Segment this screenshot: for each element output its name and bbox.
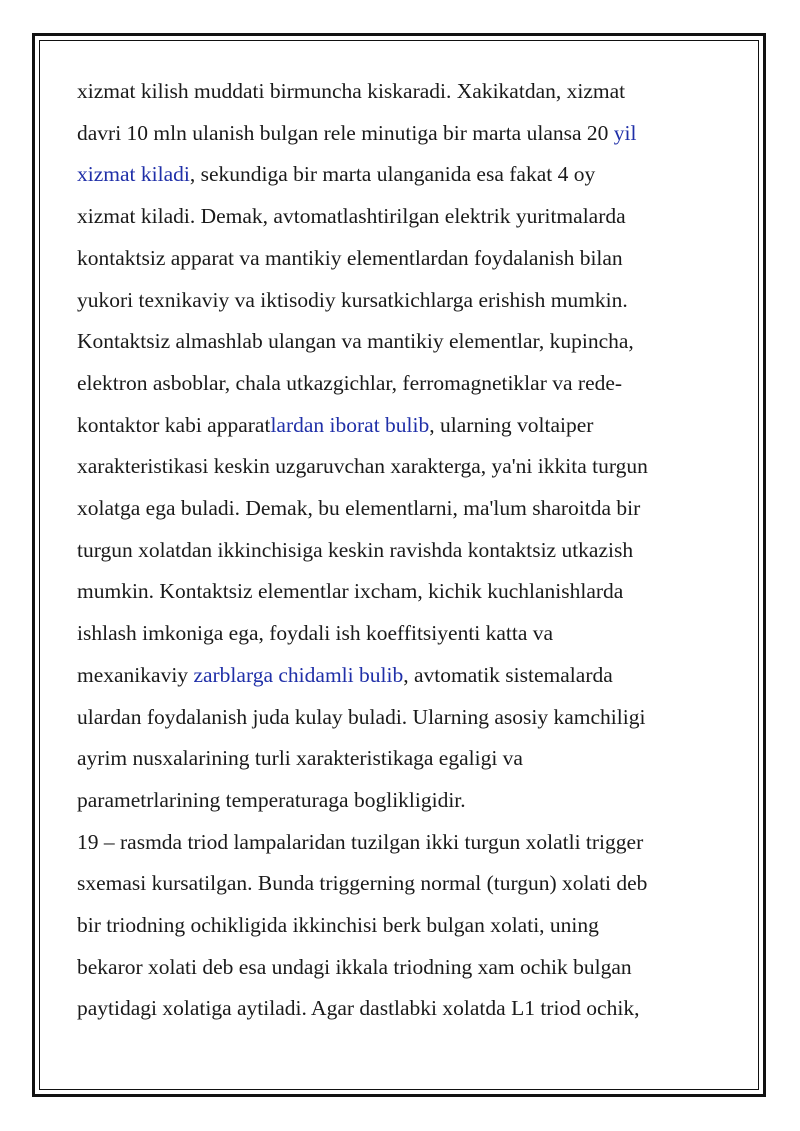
- line-text: Kontaktsiz almashlab ulangan va mantikiy elementlar, kupincha,: [77, 329, 634, 354]
- text-line: [77, 905, 727, 947]
- text-line: [77, 655, 727, 697]
- text-line: [77, 280, 727, 322]
- line-text: kontaktsiz apparat va mantikiy elementlardan foydalanish bilan: [77, 245, 623, 270]
- text-line: [77, 154, 727, 196]
- text-line: [77, 530, 727, 572]
- text-line: [77, 697, 727, 739]
- text-line: [77, 613, 727, 655]
- line-text: , sekundiga bir marta ulanganida esa fakat 4 oy: [189, 162, 596, 187]
- line-text: sxemasi kursatilgan. Bunda triggerning normal (turgun) xolati deb: [77, 871, 648, 896]
- line-text: mexanikaviy: [77, 662, 194, 687]
- highlighted-link[interactable]: zarblarga chidamli bulib: [193, 662, 404, 687]
- text-line: [77, 488, 727, 530]
- line-text: elektron asboblar, chala utkazgichlar, ferromagnetiklar va rede-: [77, 370, 623, 395]
- text-line: [77, 238, 727, 280]
- highlighted-link[interactable]: yil: [613, 120, 637, 145]
- line-text: ayrim nusxalarining turli xarakteristikaga egaligi va: [77, 746, 523, 771]
- line-text: xarakteristikasi keskin uzgaruvchan xarakterga, ya'ni ikkita turgun: [77, 454, 648, 479]
- text-line: [77, 822, 727, 864]
- text-line: [77, 71, 727, 113]
- highlighted-link[interactable]: lardan iborat bulib: [270, 412, 430, 437]
- text-line: [77, 113, 727, 155]
- line-text: bekaror xolati deb esa undagi ikkala triodning xam ochik bulgan: [77, 954, 632, 979]
- text-line: [77, 196, 727, 238]
- highlighted-link[interactable]: xizmat kiladi: [77, 162, 190, 187]
- line-text: parametrlarining temperaturaga boglikligidir.: [77, 787, 466, 812]
- text-line: [77, 780, 727, 822]
- text-line: [77, 405, 727, 447]
- line-text: xizmat kilish muddati birmuncha kiskaradi. Xakikatdan, xizmat: [77, 79, 626, 103]
- line-text: ishlash imkoniga ega, foydali ish koeffitsiyenti katta va: [77, 621, 554, 646]
- line-text: 19 – rasmda triod lampalaridan tuzilgan ikki turgun xolatli trigger: [77, 829, 644, 854]
- text-line: [77, 321, 727, 363]
- line-text: mumkin. Kontaktsiz elementlar ixcham, kichik kuchlanishlarda: [77, 579, 624, 604]
- text-line: [77, 947, 727, 989]
- text-line: [77, 446, 727, 488]
- line-text: xolatga ega buladi. Demak, bu elementlarni, ma'lum sharoitda bir: [77, 496, 641, 521]
- line-text: paytidagi xolatiga aytiladi. Agar dastlabki xolatda L1 triod ochik,: [77, 996, 640, 1021]
- line-text: davri 10 mln ulanish bulgan rele minutiga bir marta ulansa 20: [77, 120, 614, 145]
- line-text: , avtomatik sistemalarda: [403, 662, 613, 687]
- text-line: [77, 571, 727, 613]
- line-text: bir triodning ochikligida ikkinchisi berk bulgan xolati, uning: [77, 913, 599, 938]
- document-body: [77, 71, 727, 1030]
- text-line: [77, 988, 727, 1030]
- text-line: [77, 863, 727, 905]
- line-text: xizmat kiladi. Demak, avtomatlashtirilgan elektrik yuritmalarda: [77, 204, 626, 229]
- line-text: kontaktor kabi apparat: [77, 412, 271, 437]
- line-text: yukori texnikaviy va iktisodiy kursatkichlarga erishish mumkin.: [77, 287, 628, 312]
- line-text: turgun xolatdan ikkinchisiga keskin ravishda kontaktsiz utkazish: [77, 537, 634, 562]
- line-text: ulardan foydalanish juda kulay buladi. Ularning asosiy kamchiligi: [77, 704, 646, 729]
- line-text: , ularning voltaiper: [429, 412, 594, 437]
- text-line: [77, 738, 727, 780]
- text-line: [77, 363, 727, 405]
